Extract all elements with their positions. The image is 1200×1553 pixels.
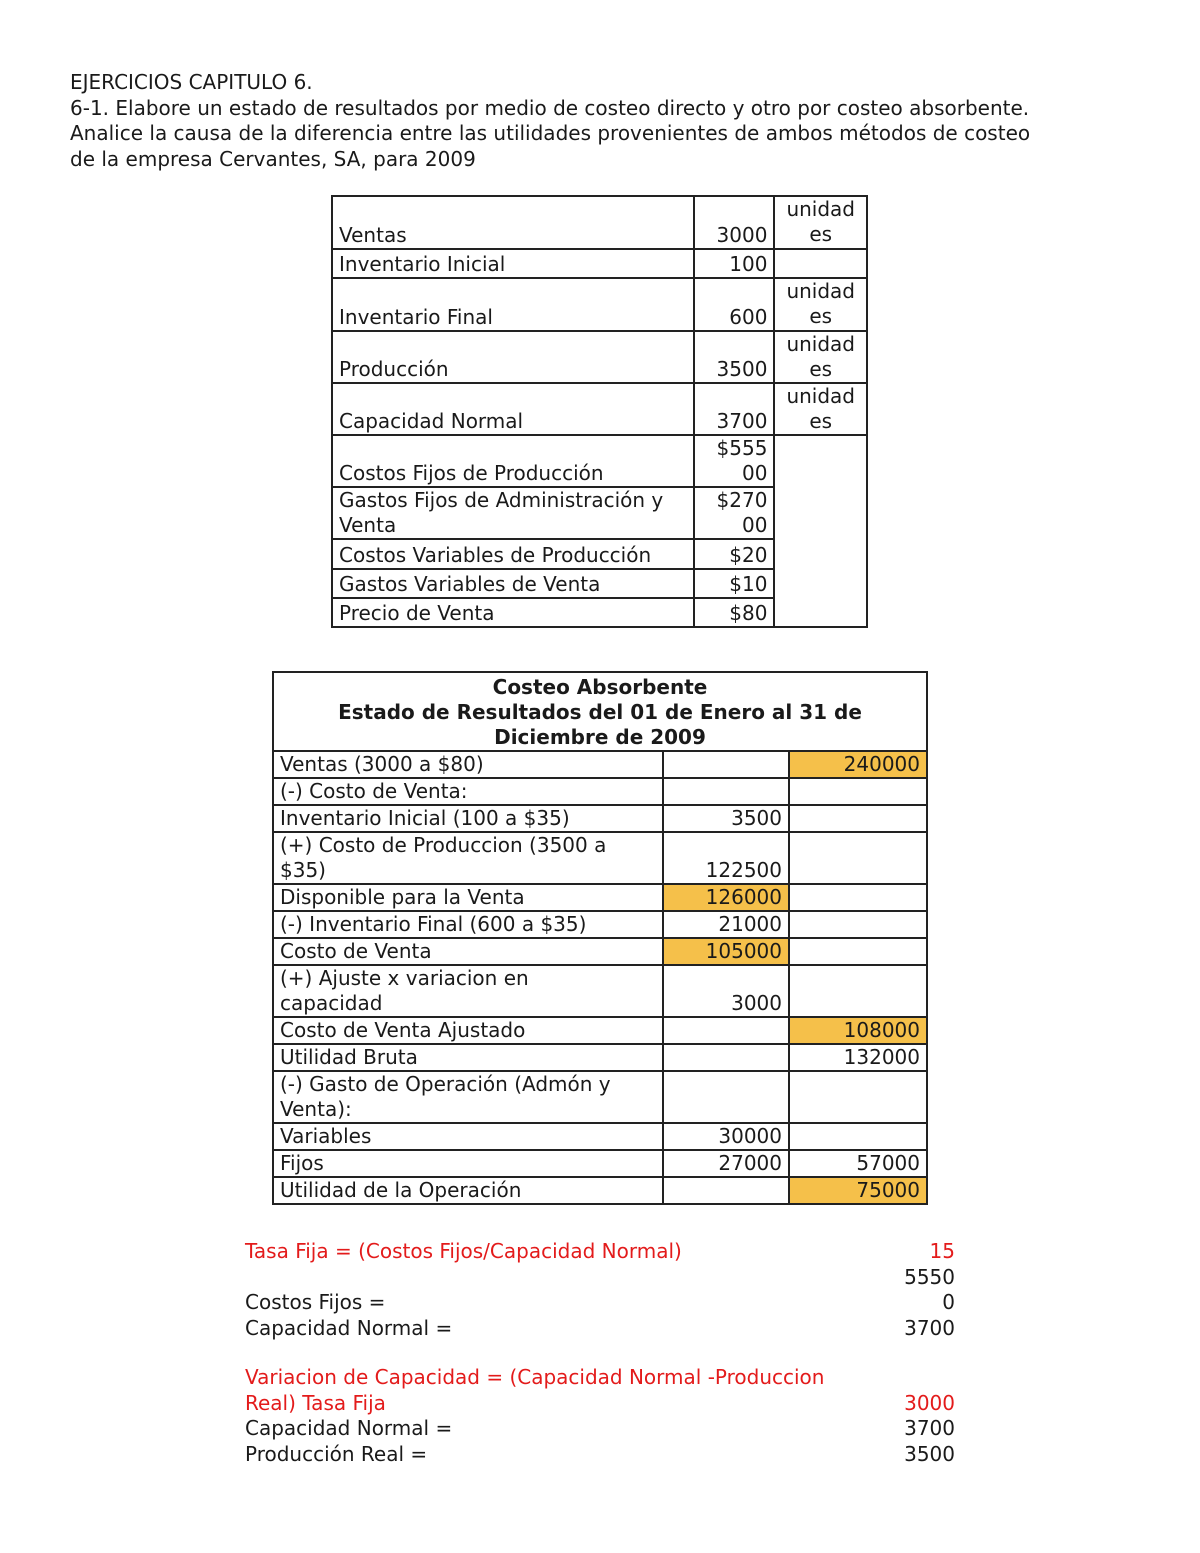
table-row [273,1123,927,1150]
row-label: Utilidad Bruta [273,1044,663,1071]
total-cell [789,805,927,832]
total-cell [789,938,927,965]
table-row [273,911,927,938]
table-row [332,435,867,487]
subtotal-cell [663,778,789,805]
fixed-costs-value: 5550 [904,1264,955,1289]
real-production-label: Producción Real = [245,1441,428,1466]
row-label: Inventario Inicial [332,249,694,278]
statement-header [273,672,927,751]
row-label: Producción [332,331,694,383]
total-cell: 57000 [789,1150,927,1177]
row-label: Capacidad Normal [332,383,694,435]
total-cell: 132000 [789,1044,927,1071]
subtotal-cell [663,1177,789,1204]
row-value: $10 [694,569,774,598]
statement-subtitle: Estado de Resultados del 01 de Enero al 31 de [338,700,862,724]
fixed-rate-calculation [245,1239,955,1341]
normal-capacity-value: 3700 [904,1416,955,1440]
table-row [332,249,867,278]
real-production-value: 3500 [904,1441,955,1466]
unit-cell: unidad es [774,383,867,435]
row-label: (-) Costo de Venta: [273,778,663,805]
capacity-variation-calculation [245,1365,955,1467]
unit-cell: unidad es [774,331,867,383]
variation-result: 3000 [904,1390,955,1415]
absorption-costing-statement [272,671,928,1205]
fixed-costs-value-overflow: 0 [942,1290,955,1314]
row-label: Disponible para la Venta [273,884,663,911]
total-cell [789,965,927,1017]
subtotal-cell: 30000 [663,1123,789,1150]
row-label: Precio de Venta [332,598,694,627]
row-label: Gastos Variables de Venta [332,569,694,598]
row-value: 3000 [694,196,774,249]
subtotal-cell [663,1044,789,1071]
table-row [273,805,927,832]
row-value: $20 [694,539,774,569]
table-row [273,1177,927,1204]
normal-capacity-label: Capacidad Normal = [245,1315,453,1340]
total-cell [789,911,927,938]
row-label: Gastos Fijos de Administración y Venta [332,487,694,539]
subtotal-cell: 122500 [663,832,789,884]
row-value: 3500 [694,331,774,383]
table-row [273,965,927,1017]
table-row [332,331,867,383]
row-label: Ventas (3000 a $80) [273,751,663,778]
row-label: Utilidad de la Operación [273,1177,663,1204]
total-cell [789,778,927,805]
normal-capacity-label: Capacidad Normal = [245,1416,453,1440]
total-cell: 108000 [789,1017,927,1044]
table-row [273,1044,927,1071]
row-value: 100 [694,249,774,278]
subtotal-cell: 105000 [663,938,789,965]
variation-formula-cont: Real) Tasa Fija [245,1390,386,1415]
row-label: Costos Fijos de Producción [332,435,694,487]
row-label: (+) Ajuste x variacion en capacidad [273,965,663,1017]
subtotal-cell: 126000 [663,884,789,911]
subtotal-cell: 3500 [663,805,789,832]
variation-formula: Variacion de Capacidad = (Capacidad Normal -Produccion [245,1365,825,1389]
statement-subtitle: Diciembre de 2009 [494,725,706,749]
row-value: $555 00 [694,435,774,487]
table-row [332,196,867,249]
fixed-rate-formula: Tasa Fija = (Costos Fijos/Capacidad Normal) [245,1239,682,1263]
row-label: Ventas [332,196,694,249]
row-label: (-) Inventario Final (600 a $35) [273,911,663,938]
table-row [273,1017,927,1044]
subtotal-cell [663,751,789,778]
total-cell [789,1123,927,1150]
row-label: Costo de Venta [273,938,663,965]
table-row [273,938,927,965]
total-cell: 75000 [789,1177,927,1204]
given-data-table [331,195,868,628]
exercise-intro [70,70,1150,172]
exercise-statement-line: Analice la causa de la diferencia entre las utilidades provenientes de ambos métodos de costeo [70,121,1031,145]
unit-cell: unidad es [774,196,867,249]
row-label: Inventario Inicial (100 a $35) [273,805,663,832]
row-label: Costos Variables de Producción [332,539,694,569]
exercise-statement-line: 6-1. Elabore un estado de resultados por medio de costeo directo y otro por costeo absorbente. [70,95,1030,120]
fixed-rate-result: 15 [929,1239,955,1263]
table-row [273,1150,927,1177]
row-label: (+) Costo de Produccion (3500 a $35) [273,832,663,884]
fixed-costs-label: Costos Fijos = [245,1290,386,1314]
row-value: $80 [694,598,774,627]
row-label: Variables [273,1123,663,1150]
unit-cell: unidad es [774,278,867,331]
total-cell [789,1071,927,1123]
total-cell [789,884,927,911]
total-cell [789,832,927,884]
statement-title: Costeo Absorbente [492,675,708,699]
subtotal-cell: 27000 [663,1150,789,1177]
table-row [332,383,867,435]
table-row [332,278,867,331]
table-row [273,751,927,778]
row-label: Inventario Final [332,278,694,331]
row-label: Fijos [273,1150,663,1177]
subtotal-cell: 3000 [663,965,789,1017]
table-row [273,1071,927,1123]
chapter-heading: EJERCICIOS CAPITULO 6. [70,70,313,94]
subtotal-cell [663,1017,789,1044]
subtotal-cell [663,1071,789,1123]
row-value: $270 00 [694,487,774,539]
row-value: 3700 [694,383,774,435]
exercise-statement-line: de la empresa Cervantes, SA, para 2009 [70,146,476,171]
table-row [273,884,927,911]
row-label: (-) Gasto de Operación (Admón y Venta): [273,1071,663,1123]
table-row [273,778,927,805]
normal-capacity-value: 3700 [904,1315,955,1340]
subtotal-cell: 21000 [663,911,789,938]
row-label: Costo de Venta Ajustado [273,1017,663,1044]
row-value: 600 [694,278,774,331]
table-row [273,832,927,884]
total-cell: 240000 [789,751,927,778]
